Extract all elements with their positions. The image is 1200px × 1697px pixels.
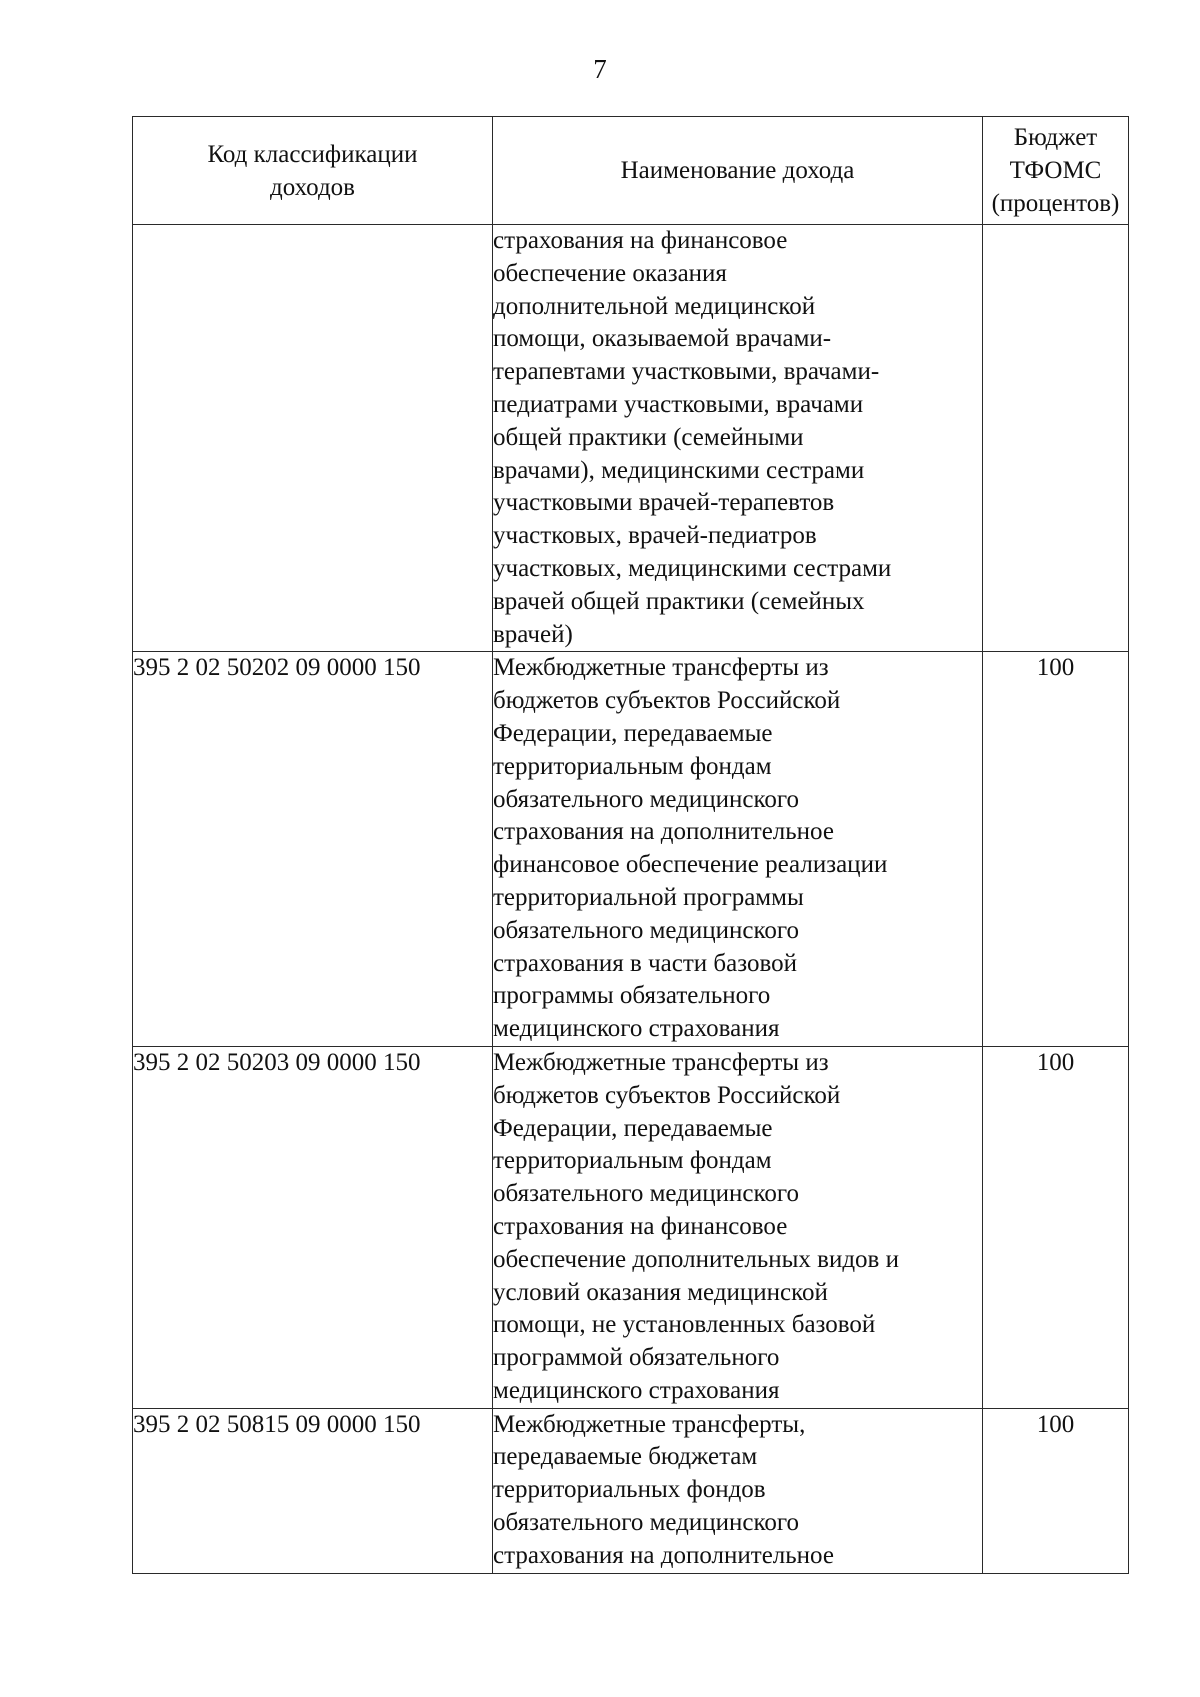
income-name-line: Федерации, передаваемые [493, 719, 773, 747]
header-income-code [133, 117, 493, 225]
income-name-line: врачей общей практики (семейных [493, 587, 865, 615]
income-name-line: территориальным фондам [493, 1147, 772, 1175]
income-name-line: страхования на финансовое [493, 227, 788, 254]
header-budget-line: (процентов) [991, 190, 1120, 217]
income-name-line: страхования в части базовой [493, 949, 797, 977]
income-name-line: обязательного медицинского [493, 785, 800, 813]
header-tfoms-budget [983, 117, 1129, 225]
income-name-line: территориальной программы [493, 883, 804, 911]
income-name-line: обязательного медицинского [493, 916, 800, 944]
income-name-cell [493, 225, 983, 652]
income-name-cell [493, 1408, 983, 1573]
header-budget-line: ТФОМС [1009, 157, 1102, 184]
income-name-line: финансовое обеспечение реализации [493, 851, 888, 879]
table-header-row [133, 117, 1129, 225]
table-row [133, 1408, 1129, 1573]
table-body [133, 225, 1129, 1574]
income-name-cell [493, 652, 983, 1047]
income-code-cell: 395 2 02 50815 09 0000 150 [133, 1408, 493, 1573]
income-name-line: дополнительной медицинской [493, 292, 816, 320]
header-code-line: Код классификации [207, 140, 418, 168]
income-name-line: территориальным фондам [493, 752, 772, 780]
income-name-line: страхования на дополнительное [493, 818, 834, 846]
income-name-line: территориальных фондов [493, 1476, 766, 1504]
income-name-line: терапевтами участковыми, врачами- [493, 358, 880, 386]
income-name-line: условий оказания медицинской [493, 1278, 828, 1306]
income-name-line: Межбюджетные трансферты из [493, 654, 829, 682]
income-classification-table [132, 116, 1129, 1574]
table-row [133, 225, 1129, 652]
income-name-line: Межбюджетные трансферты из [493, 1048, 829, 1076]
income-name-line: помощи, оказываемой врачами- [493, 325, 832, 353]
page-number: 7 [593, 54, 607, 84]
header-income-name [493, 117, 983, 225]
income-name-line: обеспечение дополнительных видов и [493, 1245, 899, 1273]
income-name-line: передаваемые бюджетам [493, 1443, 758, 1471]
income-name-line: Межбюджетные трансферты, [493, 1410, 806, 1438]
budget-percent-cell: 100 [983, 1408, 1129, 1573]
income-name-line: общей практики (семейными [493, 423, 804, 451]
income-name-line: страхования на дополнительное [493, 1541, 834, 1569]
income-name-line: участковыми врачей-терапевтов [493, 489, 835, 517]
income-name-line: бюджетов субъектов Российской [493, 687, 841, 715]
income-name-line: участковых, медицинскими сестрами [493, 554, 892, 582]
income-name-line: участковых, врачей-педиатров [493, 522, 817, 550]
income-name-line: медицинского страхования [493, 1015, 780, 1043]
income-name-line: страхования на финансовое [493, 1212, 788, 1240]
header-code-line: доходов [270, 173, 355, 201]
income-name-line: бюджетов субъектов Российской [493, 1081, 841, 1109]
header-budget-line: Бюджет [1013, 124, 1098, 151]
income-name-line: педиатрами участковыми, врачами [493, 390, 864, 418]
income-name-line: врачами), медицинскими сестрами [493, 456, 865, 484]
header-name-line: Наименование дохода [620, 157, 855, 184]
income-name-line: обеспечение оказания [493, 259, 727, 287]
income-code-cell: 395 2 02 50203 09 0000 150 [133, 1046, 493, 1408]
income-name-line: помощи, не установленных базовой [493, 1311, 876, 1339]
table-row [133, 652, 1129, 1047]
budget-percent-cell [983, 225, 1129, 652]
income-code-cell: 395 2 02 50202 09 0000 150 [133, 652, 493, 1047]
income-name-line: врачей) [493, 620, 573, 648]
income-name-line: Федерации, передаваемые [493, 1114, 773, 1142]
table-row [133, 1046, 1129, 1408]
budget-percent-cell: 100 [983, 652, 1129, 1047]
income-code-cell [133, 225, 493, 652]
income-name-line: обязательного медицинского [493, 1509, 800, 1537]
income-name-line: обязательного медицинского [493, 1180, 800, 1208]
income-name-line: программы обязательного [493, 982, 771, 1010]
income-name-line: медицинского страхования [493, 1376, 780, 1404]
budget-percent-cell: 100 [983, 1046, 1129, 1408]
income-name-line: программой обязательного [493, 1344, 780, 1372]
income-name-cell [493, 1046, 983, 1408]
